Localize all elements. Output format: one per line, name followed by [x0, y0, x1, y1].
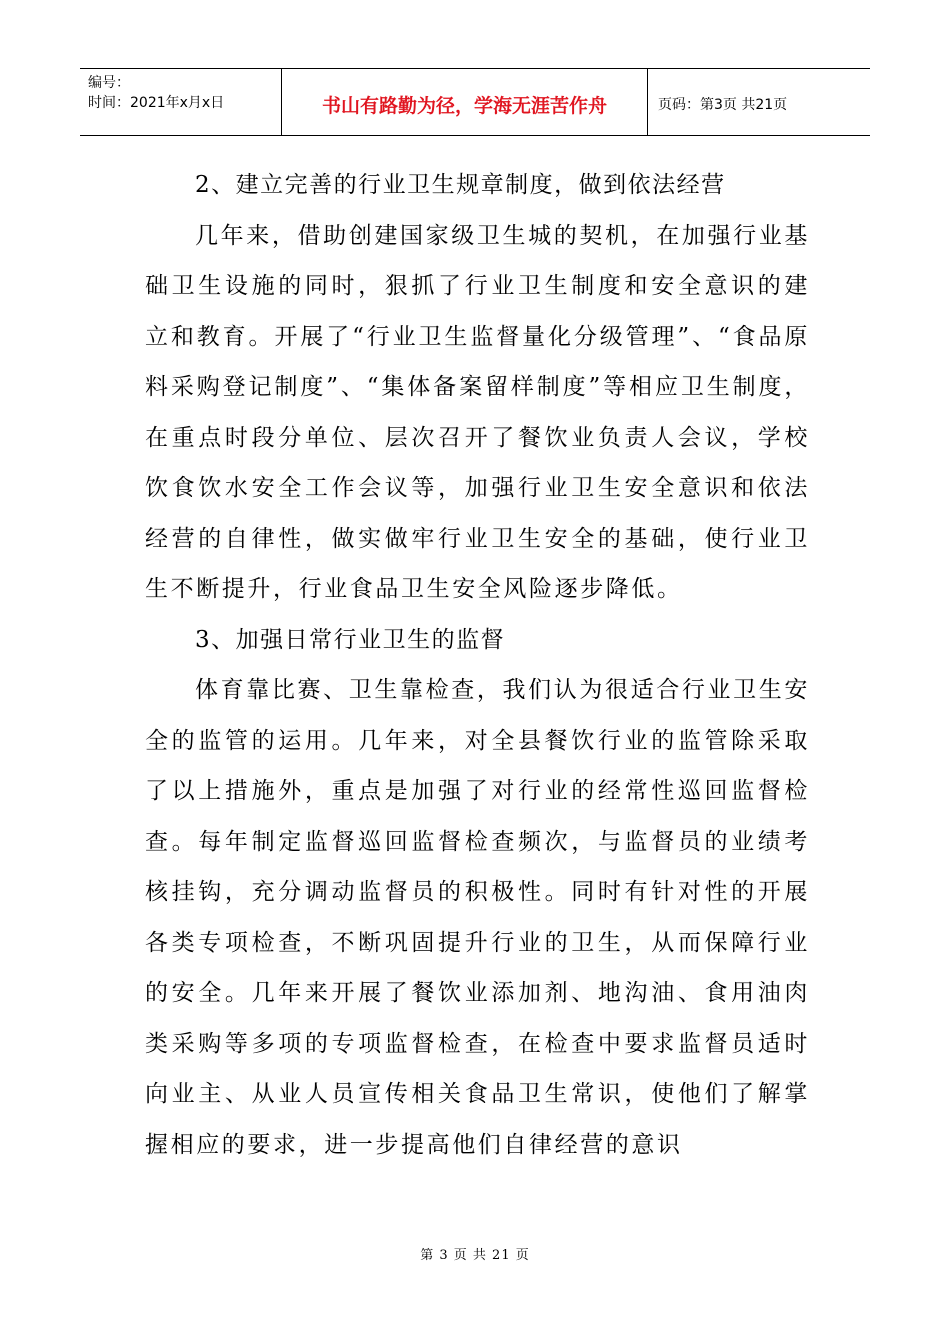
body-paragraph: 体育靠比赛、卫生靠检查，我们认为很适合行业卫生安全的监管的运用。几年来，对全县餐饮行业的监管除采取了以上措施外，重点是加强了对行业的经常性巡回监督检查。每年制定监督巡回监督检查频次，与监督员的业绩考核挂钩，充分调动监督员的积极性。同时有针对性的开展各类专项检查，不断巩固提升行业的卫生，从而保障行业的安全。几年来开展了餐饮业添加剂、地沟油、食用油肉类采购等多项的专项监督检查，在检查中要求监督员适时向业主、从业人员宣传相关食品卫生常识，使他们了解掌握相应的要求，进一步提高他们自律经营的意识 — [145, 677, 810, 1158]
body-paragraph: 几年来，借助创建国家级卫生城的契机，在加强行业基础卫生设施的同时，狠抓了行业卫生制度和安全意识的建立和教育。开展了“行业卫生监督量化分级管理”、“食品原料采购登记制度”、“集体备案留样制度”等相应卫生制度，在重点时段分单位、层次召开了餐饮业负责人会议，学校饮食饮水安全工作会议等，加强行业卫生安全意识和依法经营的自律性，做实做牢行业卫生安全的基础，使行业卫生不断提升，行业食品卫生安全风险逐步降低。 — [145, 222, 810, 602]
page-footer: 第 3 页 共 21 页 — [420, 1248, 530, 1263]
header-motto: 书山有路勤为径，学海无涯苦作舟 — [282, 69, 648, 135]
header-page-info: 页码：第3页 共21页 — [658, 97, 788, 113]
document-body — [145, 160, 810, 1170]
section-heading-3: 3、加强日常行业卫生的监督 — [195, 626, 506, 653]
document-number-label: 编号： — [88, 75, 130, 91]
header-meta — [80, 69, 282, 135]
section-heading-2: 2、建立完善的行业卫生规章制度，做到依法经营 — [195, 172, 726, 198]
document-date-label: 时间：2021年x月x日 — [88, 95, 225, 111]
page-header — [80, 68, 870, 136]
